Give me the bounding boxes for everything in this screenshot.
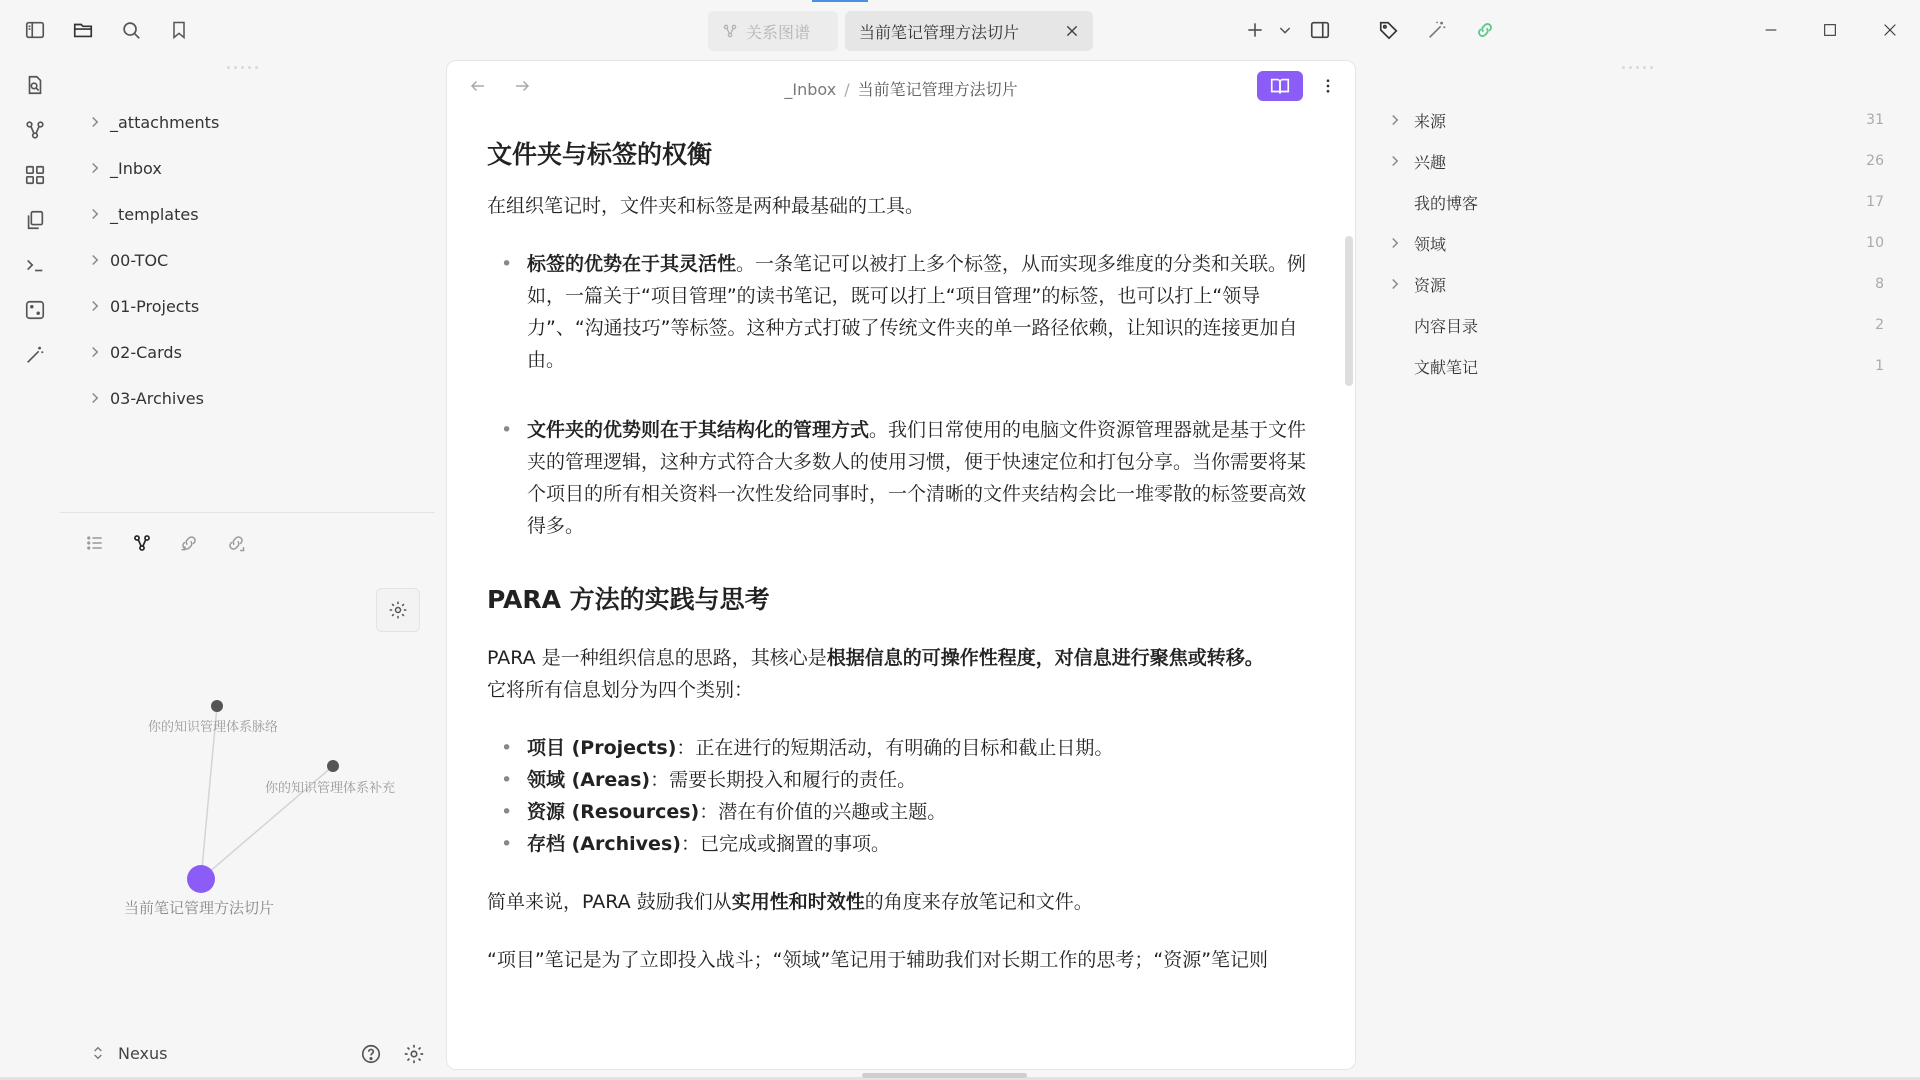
horizontal-scrollbar[interactable] bbox=[862, 1073, 1027, 1078]
folder-label: _Inbox bbox=[110, 158, 162, 178]
tab-graph-view[interactable] bbox=[708, 11, 838, 51]
search-icon[interactable] bbox=[116, 15, 146, 45]
list-item-text: ：正在进行的短期活动，有明确的目标和截止日期。 bbox=[676, 737, 1114, 759]
folder-item[interactable] bbox=[86, 244, 168, 276]
paragraph bbox=[487, 642, 1307, 706]
chevron-right-icon bbox=[1386, 275, 1404, 293]
folder-item[interactable] bbox=[86, 198, 199, 230]
toggle-right-sidebar-icon[interactable] bbox=[1305, 15, 1335, 45]
more-options-icon[interactable] bbox=[1313, 71, 1343, 101]
local-graph-icon[interactable] bbox=[127, 528, 157, 558]
folder-label: _templates bbox=[110, 204, 199, 224]
list-item bbox=[487, 414, 1307, 542]
graph-node-label: 你的知识管理体系脉络 bbox=[148, 720, 279, 735]
bold-text: 领域 (Areas) bbox=[527, 769, 651, 791]
chevron-right-icon bbox=[86, 113, 104, 131]
graph-node[interactable] bbox=[211, 700, 223, 712]
chevron-up-down-icon bbox=[90, 1044, 106, 1062]
list-item-text: ：已完成或搁置的事项。 bbox=[680, 833, 890, 855]
outline-list-icon[interactable] bbox=[80, 528, 110, 558]
tag-item[interactable] bbox=[1370, 102, 1900, 138]
note-content bbox=[487, 139, 1307, 976]
drag-handle[interactable] bbox=[227, 66, 258, 69]
tags-icon[interactable] bbox=[1374, 15, 1404, 45]
toggle-left-sidebar-icon[interactable] bbox=[20, 15, 50, 45]
text: 的角度来存放笔记和文件。 bbox=[864, 891, 1093, 913]
chevron-right-icon bbox=[86, 343, 104, 361]
drag-handle[interactable] bbox=[1622, 66, 1653, 69]
list-item bbox=[487, 796, 1307, 828]
heading: 文件夹与标签的权衡 bbox=[487, 140, 713, 169]
chevron-right-icon bbox=[86, 389, 104, 407]
graph-node-label: 你的知识管理体系补充 bbox=[265, 781, 396, 796]
bold-text: 存档 (Archives) bbox=[527, 833, 681, 855]
tag-name: 我的博客 bbox=[1414, 193, 1479, 213]
tag-item[interactable] bbox=[1370, 225, 1900, 261]
list-item-text: 。一条笔记可以被打上多个标签，从而实现多维度的分类和关联。例如，一篇关于“项目管理”的读书笔记，既可以打上“项目管理”的标签，也可以打上“领导力”、“沟通技巧”等标签。这种方式打破了传统文件夹的单一路径依赖，让知识的连接更加自由。 bbox=[527, 252, 1307, 371]
close-window-icon[interactable] bbox=[1875, 15, 1905, 45]
graph-tab-icon bbox=[722, 23, 738, 39]
tag-name: 来源 bbox=[1414, 111, 1447, 131]
vault-name: Nexus bbox=[118, 1043, 168, 1063]
paragraph: “项目”笔记是为了立即投入战斗；“领域”笔记用于辅助我们对长期工作的思考；“资源”笔记则 bbox=[487, 949, 1269, 971]
tag-item[interactable] bbox=[1370, 143, 1900, 179]
chevron-right-icon bbox=[1386, 234, 1404, 252]
list-item-text: ：潜在有价值的兴趣或主题。 bbox=[699, 801, 947, 823]
tag-item[interactable] bbox=[1370, 307, 1900, 343]
text: 它将所有信息划分为四个类别： bbox=[487, 679, 754, 701]
backlinks-icon[interactable] bbox=[174, 528, 204, 558]
chevron-right-icon bbox=[86, 159, 104, 177]
minimize-icon[interactable] bbox=[1756, 15, 1786, 45]
open-quick-switcher-icon[interactable] bbox=[20, 70, 50, 100]
paragraph bbox=[487, 886, 1307, 918]
tag-item[interactable] bbox=[1370, 348, 1900, 384]
graph-view-icon[interactable] bbox=[20, 115, 50, 145]
bold-text: 文件夹的优势则在于其结构化的管理方式 bbox=[527, 418, 870, 441]
graph-node-label-active: 当前笔记管理方法切片 bbox=[124, 899, 275, 917]
list-item bbox=[487, 732, 1307, 764]
outgoing-links-icon[interactable] bbox=[221, 528, 251, 558]
note-editor bbox=[446, 60, 1356, 1070]
tab-label: 当前笔记管理方法切片 bbox=[859, 22, 1020, 42]
tag-item[interactable] bbox=[1370, 266, 1900, 302]
chevron-right-icon bbox=[1386, 111, 1404, 129]
bold-text: 标签的优势在于其灵活性 bbox=[527, 252, 737, 275]
para-list bbox=[487, 732, 1307, 860]
tag-count: 2 bbox=[1875, 317, 1884, 333]
tag-name: 兴趣 bbox=[1414, 152, 1447, 172]
list-item bbox=[487, 764, 1307, 796]
folder-label: 03-Archives bbox=[110, 388, 204, 408]
bold-text: 项目 (Projects) bbox=[527, 737, 677, 759]
left-ribbon bbox=[0, 60, 70, 360]
bullet-list bbox=[487, 248, 1307, 542]
editor-header bbox=[447, 61, 1355, 111]
tag-name: 内容目录 bbox=[1414, 316, 1479, 336]
gear-icon bbox=[388, 600, 408, 620]
folder-label: 01-Projects bbox=[110, 296, 200, 316]
terminal-icon[interactable] bbox=[20, 250, 50, 280]
tag-count: 26 bbox=[1866, 153, 1884, 169]
folder-label: 00-TOC bbox=[110, 250, 169, 270]
folder-item[interactable] bbox=[86, 106, 219, 138]
list-item bbox=[487, 828, 1307, 860]
folder-label: 02-Cards bbox=[110, 342, 182, 362]
folder-item[interactable] bbox=[86, 336, 182, 368]
list-item bbox=[487, 248, 1307, 376]
bookmark-icon[interactable] bbox=[164, 15, 194, 45]
help-icon[interactable] bbox=[356, 1039, 386, 1069]
breadcrumb-separator: / bbox=[844, 80, 850, 99]
folder-item[interactable] bbox=[86, 382, 204, 414]
text: PARA 是一种组织信息的思路，其核心是 bbox=[487, 647, 827, 669]
breadcrumb-current[interactable]: 当前笔记管理方法切片 bbox=[857, 80, 1018, 99]
divider bbox=[60, 512, 435, 513]
tag-name: 领域 bbox=[1414, 234, 1447, 254]
new-tab-icon[interactable] bbox=[1240, 15, 1270, 45]
folder-item[interactable] bbox=[86, 290, 199, 322]
bold-text: 实用性和时效性 bbox=[731, 891, 865, 913]
vertical-scrollbar[interactable] bbox=[1345, 236, 1353, 386]
link-icon[interactable] bbox=[1470, 15, 1500, 45]
tag-count: 10 bbox=[1866, 235, 1884, 251]
chevron-right-icon bbox=[1386, 152, 1404, 170]
list-item-text: ：需要长期投入和履行的责任。 bbox=[650, 769, 917, 791]
tag-count: 1 bbox=[1875, 358, 1884, 374]
graph-settings-button[interactable] bbox=[376, 588, 420, 632]
tab-current-note[interactable] bbox=[845, 11, 1093, 51]
tab-indicator bbox=[812, 0, 868, 2]
settings-gear-icon[interactable] bbox=[399, 1039, 429, 1069]
list-item-text: 。我们日常使用的电脑文件资源管理器就是基于文件夹的管理逻辑，这种方式符合大多数人的使用习惯，便于快速定位和打包分享。当你需要将某个项目的所有相关资料一次性发给同事时，一个清晰的文件夹结构会比一堆零散的标签要高效得多。 bbox=[527, 418, 1307, 537]
paragraph: 在组织笔记时，文件夹和标签是两种最基础的工具。 bbox=[487, 194, 925, 217]
wand-icon[interactable] bbox=[20, 340, 50, 370]
book-open-icon bbox=[1269, 75, 1291, 97]
maximize-icon[interactable] bbox=[1815, 15, 1845, 45]
tag-count: 8 bbox=[1875, 276, 1884, 292]
magic-wand-icon[interactable] bbox=[1422, 15, 1452, 45]
tag-name: 资源 bbox=[1414, 275, 1447, 295]
bold-text: 资源 (Resources) bbox=[527, 801, 700, 823]
vault-switcher[interactable] bbox=[90, 1040, 167, 1066]
breadcrumb bbox=[447, 77, 1355, 100]
graph-node-active[interactable] bbox=[187, 865, 215, 893]
folder-label: _attachments bbox=[110, 112, 220, 132]
random-note-icon[interactable] bbox=[20, 295, 50, 325]
canvas-icon[interactable] bbox=[20, 160, 50, 190]
text: 简单来说，PARA 鼓励我们从 bbox=[487, 891, 732, 913]
close-tab-icon[interactable] bbox=[1061, 20, 1083, 42]
title-bar bbox=[0, 0, 1920, 60]
chevron-right-icon bbox=[86, 205, 104, 223]
tag-item[interactable] bbox=[1370, 184, 1900, 220]
tag-name: 文献笔记 bbox=[1414, 357, 1479, 377]
folder-icon[interactable] bbox=[68, 15, 98, 45]
graph-canvas[interactable] bbox=[70, 640, 440, 940]
reading-view-button[interactable] bbox=[1257, 71, 1303, 101]
breadcrumb-folder[interactable]: _Inbox bbox=[784, 80, 837, 99]
graph-node[interactable] bbox=[327, 760, 339, 772]
copy-icon[interactable] bbox=[20, 205, 50, 235]
chevron-right-icon bbox=[86, 251, 104, 269]
tab-label: 关系图谱 bbox=[746, 22, 811, 42]
tag-count: 17 bbox=[1866, 194, 1884, 210]
tag-count: 31 bbox=[1866, 112, 1884, 128]
folder-item[interactable] bbox=[86, 152, 162, 184]
chevron-right-icon bbox=[86, 297, 104, 315]
heading: PARA 方法的实践与思考 bbox=[487, 584, 770, 614]
bold-text: 根据信息的可操作性程度，对信息进行聚焦或转移。 bbox=[826, 647, 1264, 669]
tab-list-chevron-icon[interactable] bbox=[1270, 15, 1300, 45]
